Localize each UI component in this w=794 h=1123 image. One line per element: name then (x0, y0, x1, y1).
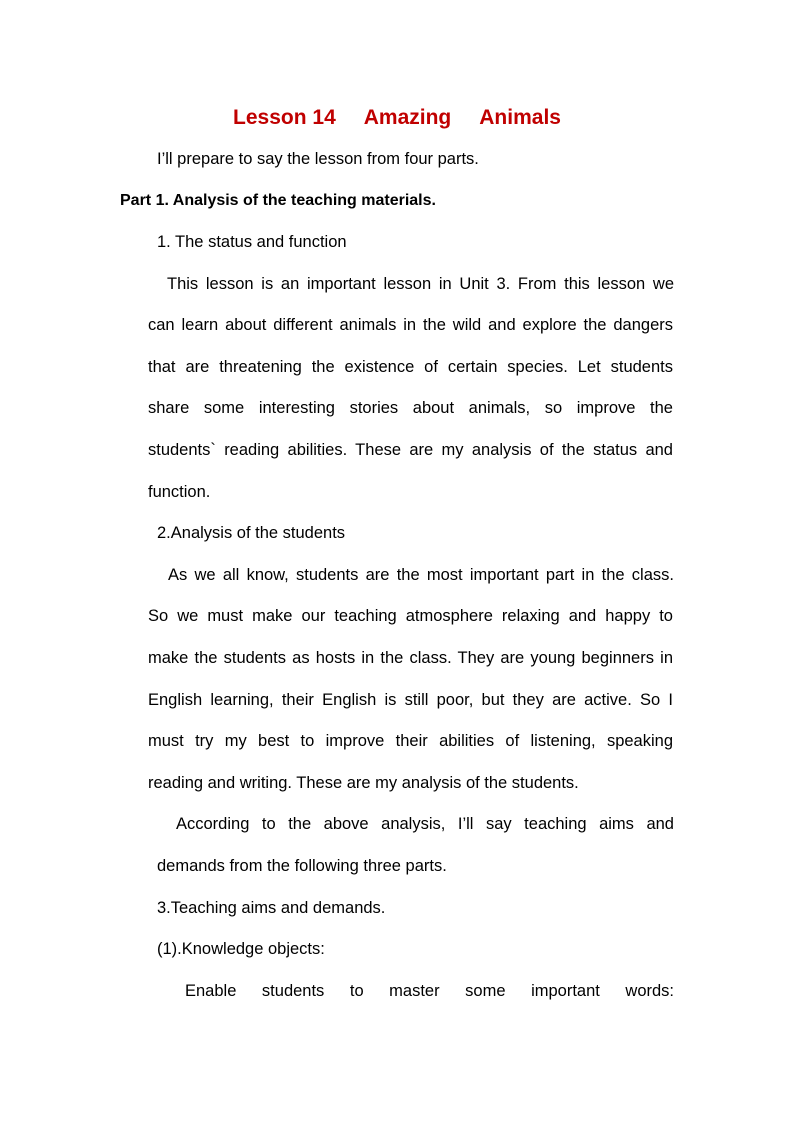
section2-line-3: make the students as hosts in the class. They are young beginners in (148, 649, 673, 667)
transition-line-1: According to the above analysis, I’ll say teaching aims and (176, 815, 674, 833)
section3-sub1-line-1: Enable students to master some important words: (185, 982, 674, 1000)
section1-line-6: function. (148, 483, 211, 501)
section1-line-1: This lesson is an important lesson in Unit 3. From this lesson we (167, 275, 674, 293)
section2-line-1: As we all know, students are the most important part in the class. (168, 566, 674, 584)
section2-line-6: reading and writing. These are my analysis of the students. (148, 774, 579, 792)
section2-heading: 2.Analysis of the students (157, 524, 346, 542)
section1-line-4: share some interesting stories about animals, so improve the (148, 399, 673, 417)
section2-line-2: So we must make our teaching atmosphere relaxing and happy to (148, 607, 673, 625)
intro-paragraph: I’ll prepare to say the lesson from four parts. (157, 150, 479, 168)
section1-line-2: can learn about different animals in the wild and explore the dangers (148, 316, 673, 334)
section1-line-5: students` reading abilities. These are my analysis of the status and (148, 441, 673, 459)
title-word-amazing: Amazing (363, 106, 452, 129)
section3-sub1-heading: (1).Knowledge objects: (157, 940, 325, 958)
section1-heading: 1. The status and function (157, 233, 347, 251)
section2-line-4: English learning, their English is still poor, but they are active. So I (148, 691, 673, 709)
title-lesson: Lesson 14 (233, 106, 336, 129)
part1-heading: Part 1. Analysis of the teaching materials. (120, 192, 436, 209)
section3-heading: 3.Teaching aims and demands. (157, 899, 386, 917)
section1-line-3: that are threatening the existence of certain species. Let students (148, 358, 673, 376)
document-title (0, 106, 794, 130)
transition-line-2: demands from the following three parts. (157, 857, 447, 875)
section2-line-5: must try my best to improve their abilities of listening, speaking (148, 732, 673, 750)
title-word-animals: Animals (479, 106, 561, 129)
